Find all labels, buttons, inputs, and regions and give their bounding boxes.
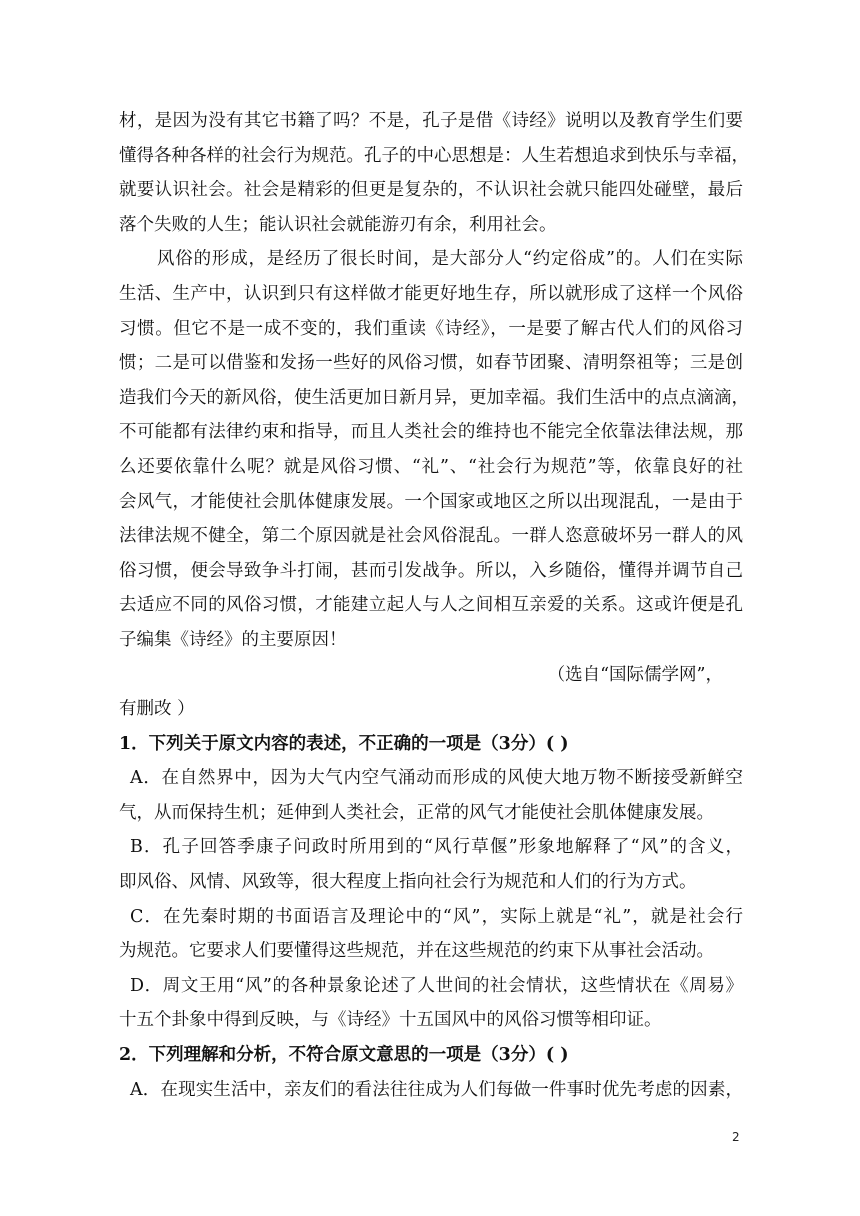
- text-line: 去适应不同的风俗习惯，才能建立起人与人之间相互亲爱的关系。这或许便是孔: [119, 595, 743, 616]
- page-number: 2: [732, 1130, 740, 1144]
- text-line: 材，是因为没有其它书籍了吗？不是，孔子是借《诗经》说明以及教育学生们要: [119, 111, 743, 131]
- question-option-c: [119, 900, 743, 969]
- source-attribution: （选自“国际儒学网”，: [547, 664, 723, 685]
- question-option-a: [119, 761, 743, 830]
- text-line: 惯；二是可以借鉴和发扬一些好的风俗习惯，如春节团聚、清明祭祖等；三是创: [119, 353, 743, 374]
- option-line: 气，从而保持生机；延伸到人类社会，正常的风气才能使社会肌体健康发展。: [119, 802, 714, 823]
- text-line: 俗习惯，便会导致争斗打闹，甚而引发战争。所以，入乡随俗，懂得并调节自己: [119, 560, 743, 581]
- text-line: 么还要依靠什么呢？就是风俗习惯、“礼”、“社会行为规范”等，依靠良好的社: [119, 456, 743, 477]
- option-line: D．周文王用“风”的各种景象论述了人世间的社会情状，这些情状在《周易》: [130, 975, 743, 996]
- question-1: [119, 727, 743, 1038]
- question-2: [119, 1038, 743, 1107]
- source-attribution-continued: 有删改 ）: [119, 699, 195, 720]
- paragraph-2: [119, 242, 749, 657]
- question-option-a: [119, 1073, 743, 1108]
- option-line: 即风俗、风情、风致等，很大程度上指向社会行为规范和人们的行为方式。: [119, 872, 697, 893]
- paragraph-1: [119, 104, 749, 242]
- option-line: 为规范。它要求人们要懂得这些规范，并在这些规范的约束下从事社会活动。: [119, 941, 714, 962]
- text-line: 子编集《诗经》的主要原因！: [119, 629, 347, 650]
- text-line: 就要认识社会。社会是精彩的但更是复杂的，不认识社会就只能四处碰壁，最后: [119, 180, 743, 201]
- question-stem: 1．下列关于原文内容的表述，不正确的一项是（3分）( ): [119, 733, 569, 754]
- text-line: 法律法规不健全，第二个原因就是社会风俗混乱。一群人恣意破坏另一群人的风: [119, 526, 743, 547]
- option-line: A．在现实生活中，亲友们的看法往往成为人们每做一件事时优先考虑的因素，: [130, 1079, 743, 1100]
- option-line: A．在自然界中，因为大气内空气涌动而形成的风使大地万物不断接受新鲜空: [130, 768, 743, 789]
- text-line: 落个失败的人生；能认识社会就能游刃有余，利用社会。: [119, 214, 557, 235]
- text-line: 风俗的形成，是经历了很长时间，是大部分人“约定俗成”的。人们在实际: [157, 249, 743, 270]
- option-line: 十五个卦象中得到反映，与《诗经》十五国风中的风俗习惯等相印证。: [119, 1010, 662, 1031]
- text-line: 不可能都有法律约束和指导，而且人类社会的维持也不能完全依靠法律法规，那: [119, 422, 743, 443]
- option-line: C．在先秦时期的书面语言及理论中的“风”，实际上就是“礼”，就是社会行: [130, 906, 743, 927]
- question-stem: 2．下列理解和分析，不符合原文意思的一项是（3分）( ): [119, 1045, 569, 1066]
- question-option-b: [119, 830, 743, 899]
- text-line: 懂得各种各样的社会行为规范。孔子的中心思想是：人生若想追求到快乐与幸福，: [119, 145, 749, 166]
- page-content: [119, 104, 749, 1107]
- text-line: 习惯。但它不是一成不变的，我们重读《诗经》，一是要了解古代人们的风俗习: [119, 318, 743, 339]
- option-line: B．孔子回答季康子问政时所用到的“风行草偃”形象地解释了“风”的含义，: [130, 837, 743, 858]
- text-line: 生活、生产中，认识到只有这样做才能更好地生存，所以就形成了这样一个风俗: [119, 283, 743, 304]
- text-line: 造我们今天的新风俗，使生活更加日新月异，更加幸福。我们生活中的点点滴滴，: [119, 387, 749, 408]
- text-line: 会风气，才能使社会肌体健康发展。一个国家或地区之所以出现混乱，一是由于: [119, 491, 743, 512]
- question-option-d: [119, 969, 743, 1038]
